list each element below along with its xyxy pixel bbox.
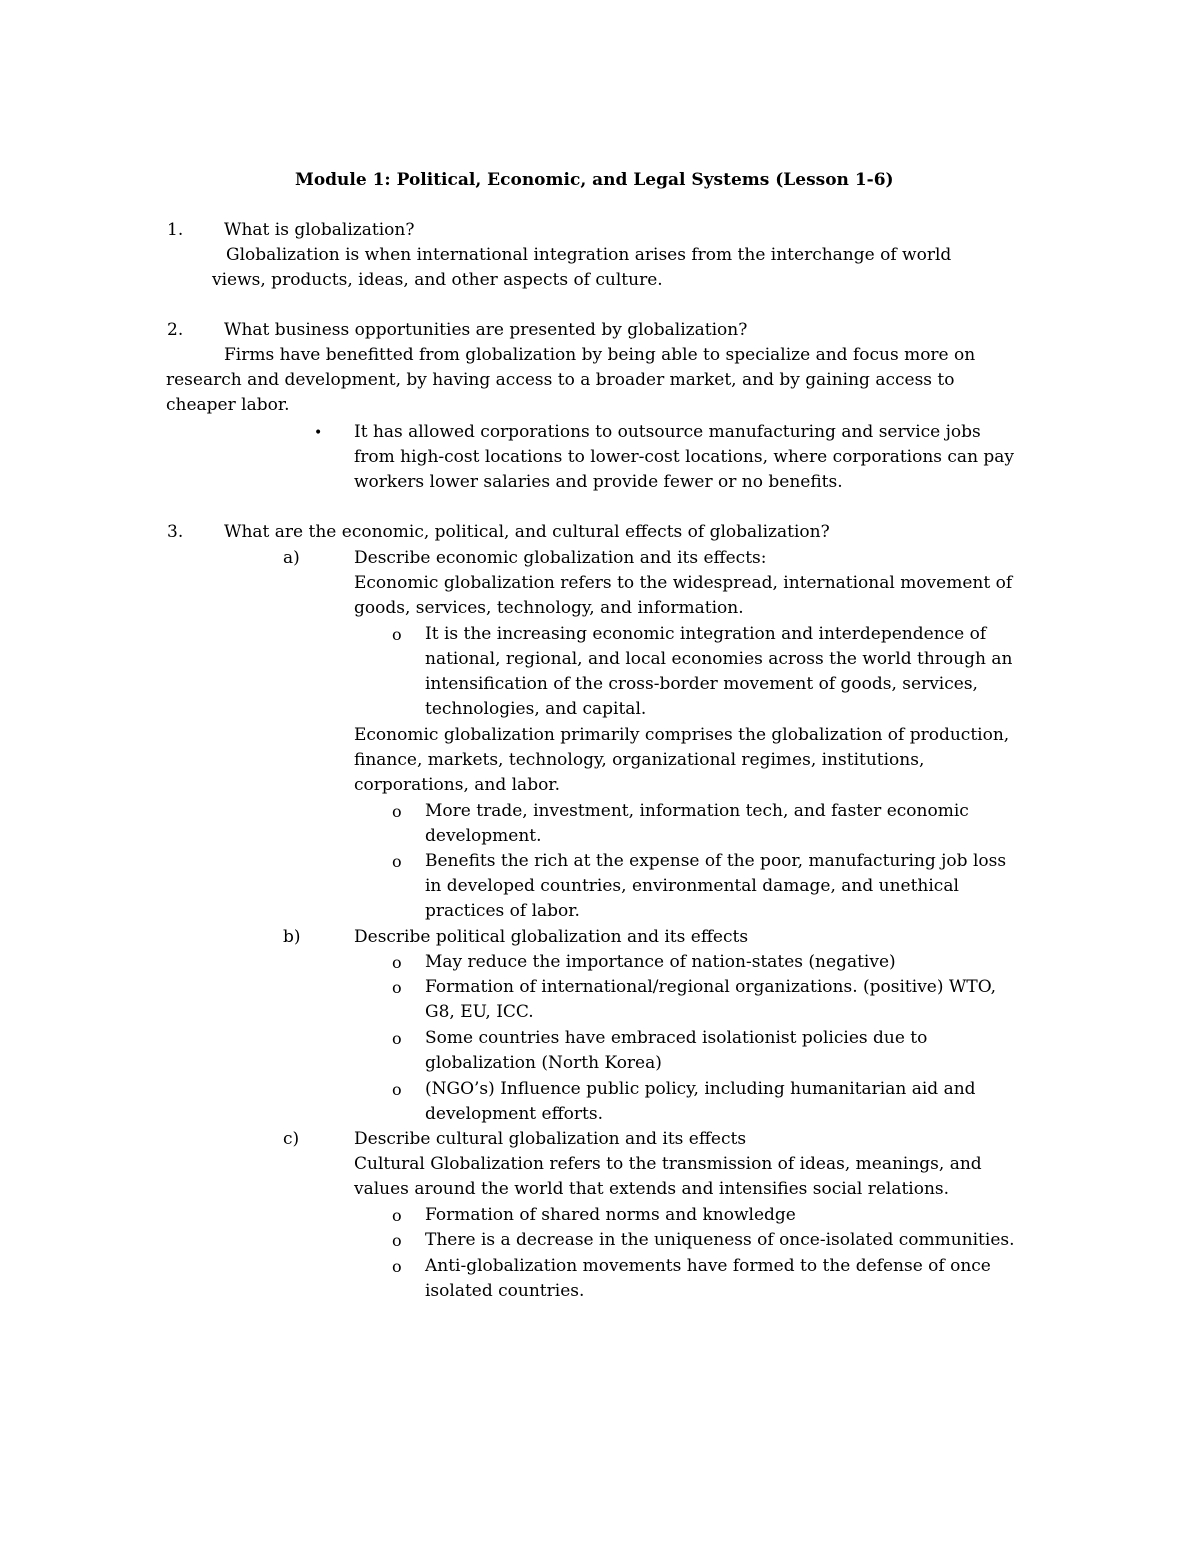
b-sub2-line-2: G8, EU, ICC. [425,1002,534,1022]
b-sub3-line-1: Some countries have embraced isolationist policies due to [425,1028,928,1048]
document-title: Module 1: Political, Economic, and Legal Systems (Lesson 1-6) [295,170,894,190]
answer-1-line-2: views, products, ideas, and other aspects of culture. [212,270,663,290]
c-text1-line-1: Cultural Globalization refers to the transmission of ideas, meanings, and [354,1154,982,1174]
subsection-b-heading: Describe political globalization and its effects [354,927,749,947]
circle-bullet-icon: o [392,1206,402,1225]
question-2-number: 2. [167,320,184,340]
answer-2-line-3: cheaper labor. [166,395,290,415]
a-sub1-line-1: It is the increasing economic integration and interdependence of [425,624,987,644]
c-sub3-line-2: isolated countries. [425,1281,585,1301]
question-2-text: What business opportunities are presented by globalization? [224,320,748,340]
subsection-a-heading: Describe economic globalization and its effects: [354,548,767,568]
a-text1-line-1: Economic globalization refers to the widespread, international movement of [354,573,1013,593]
subsection-c-marker: c) [283,1129,300,1149]
a-sub1-line-3: intensification of the cross-border movement of goods, services, [425,674,978,694]
c-sub1-line-1: Formation of shared norms and knowledge [425,1205,796,1225]
circle-bullet-icon: o [392,1231,402,1250]
answer-2-line-1: Firms have benefitted from globalization by being able to specialize and focus more on [224,345,976,365]
answer-1-line-1: Globalization is when international integration arises from the interchange of world [226,245,952,265]
a-sub1-line-4: technologies, and capital. [425,699,647,719]
circle-bullet-icon: o [392,953,402,972]
subsection-a-marker: a) [283,548,300,568]
a-text2-line-1: Economic globalization primarily comprises the globalization of production, [354,725,1010,745]
a-text2-line-2: finance, markets, technology, organizational regimes, institutions, [354,750,925,770]
question-3-text: What are the economic, political, and cultural effects of globalization? [224,522,830,542]
b-sub4-line-1: (NGO’s) Influence public policy, including humanitarian aid and [425,1079,976,1099]
b-sub2-line-1: Formation of international/regional organizations. (positive) WTO, [425,977,997,997]
bullet-line-3: workers lower salaries and provide fewer or no benefits. [354,472,843,492]
a-sub2-line-2: development. [425,826,542,846]
answer-2-line-2: research and development, by having access to a broader market, and by gaining access to [166,370,955,390]
b-sub3-line-2: globalization (North Korea) [425,1053,662,1073]
question-1-text: What is globalization? [224,220,415,240]
subsection-b-marker: b) [283,927,301,947]
circle-bullet-icon: o [392,978,402,997]
a-sub3-line-2: in developed countries, environmental damage, and unethical [425,876,959,896]
bullet-line-2: from high-cost locations to lower-cost locations, where corporations can pay [354,447,1015,467]
bullet-icon: • [314,425,323,441]
c-text1-line-2: values around the world that extends and intensifies social relations. [354,1179,950,1199]
circle-bullet-icon: o [392,1257,402,1276]
circle-bullet-icon: o [392,625,402,644]
a-sub3-line-3: practices of labor. [425,901,580,921]
subsection-c-heading: Describe cultural globalization and its effects [354,1129,747,1149]
a-text1-line-2: goods, services, technology, and information. [354,598,744,618]
c-sub2-line-1: There is a decrease in the uniqueness of once-isolated communities. [425,1230,1015,1250]
circle-bullet-icon: o [392,852,402,871]
bullet-line-1: It has allowed corporations to outsource manufacturing and service jobs [354,422,981,442]
a-sub1-line-2: national, regional, and local economies across the world through an [425,649,1013,669]
a-sub2-line-1: More trade, investment, information tech, and faster economic [425,801,969,821]
question-3-number: 3. [167,522,184,542]
circle-bullet-icon: o [392,802,402,821]
circle-bullet-icon: o [392,1029,402,1048]
c-sub3-line-1: Anti-globalization movements have formed to the defense of once [425,1256,991,1276]
b-sub4-line-2: development efforts. [425,1104,603,1124]
a-text2-line-3: corporations, and labor. [354,775,560,795]
circle-bullet-icon: o [392,1080,402,1099]
b-sub1-line-1: May reduce the importance of nation-states (negative) [425,952,896,972]
question-1-number: 1. [167,220,184,240]
a-sub3-line-1: Benefits the rich at the expense of the poor, manufacturing job loss [425,851,1007,871]
